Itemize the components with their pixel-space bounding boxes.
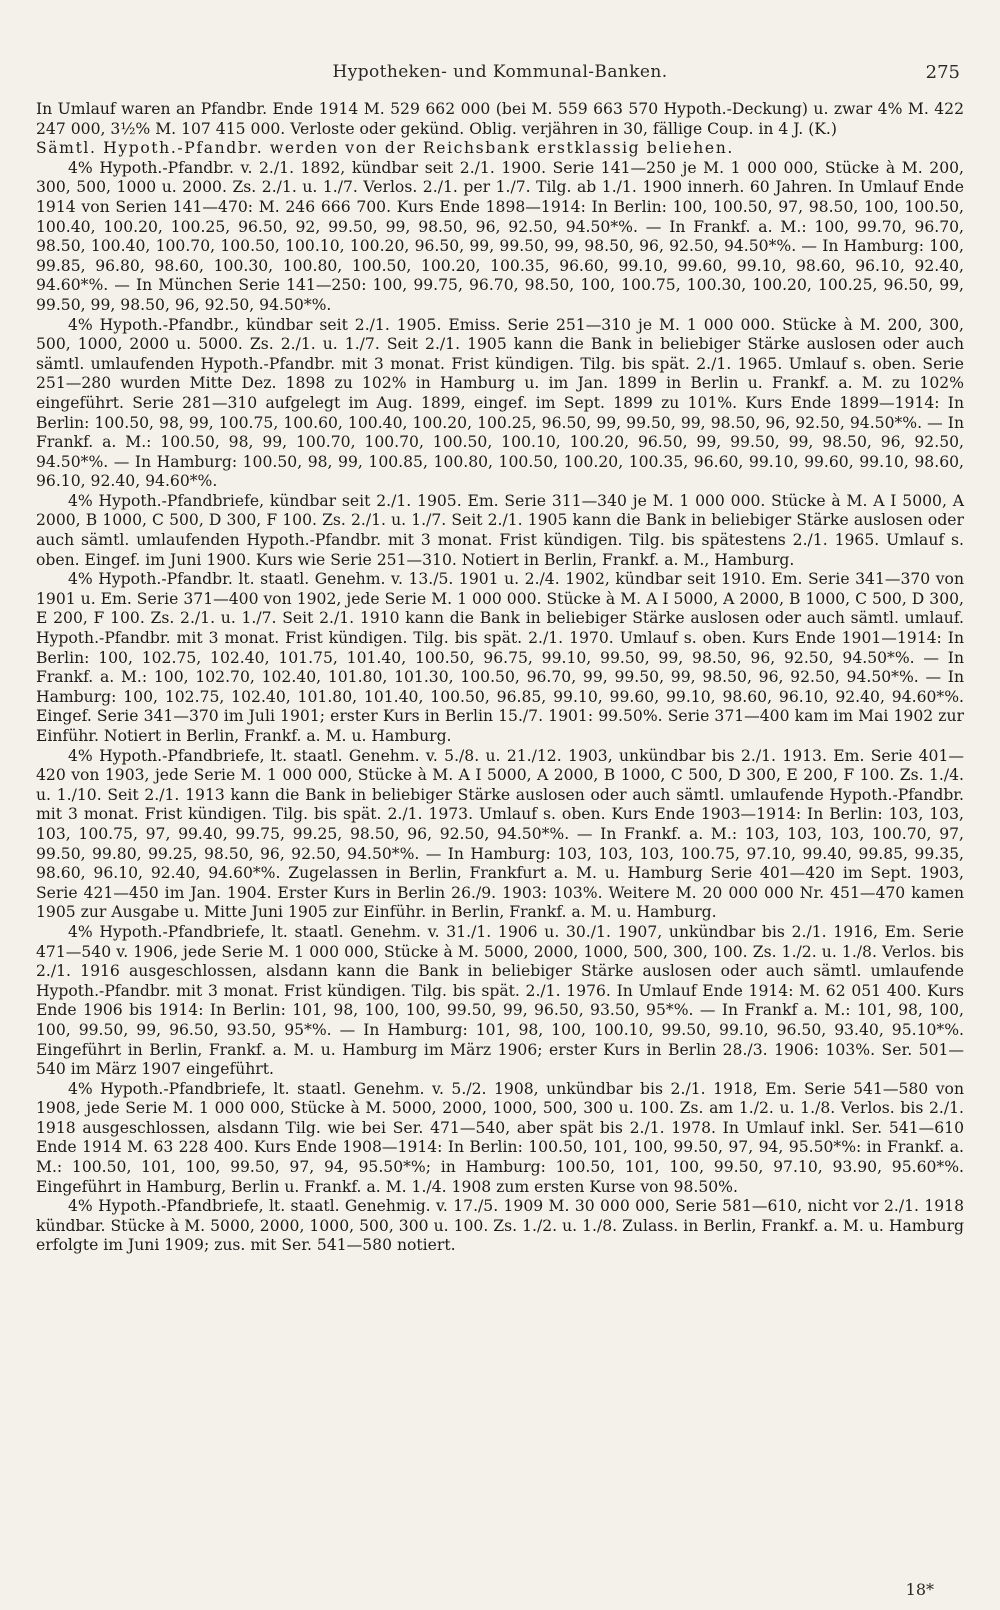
paragraph-series-581-610: 4% Hypoth.-Pfandbriefe, lt. staatl. Genehmig. v. 17./5. 1909 M. 30 000 000, Serie 581—610, nicht vor 2./1. 1918 kündbar. Stücke à M. 5000, 2000, 1000, 500, 300 u. 100. Zs. 1./2. u. 1./8. Zulass. in Berlin, Frankf. a. M. u. Hamburg erfolgte im Juni 1909; zus. mit Ser. 541—580 notiert. [36,1197,964,1255]
paragraph-circulation: In Umlauf waren an Pfandbr. Ende 1914 M. 529 662 000 (bei M. 559 663 570 Hypoth.-Deckung) u. zwar 4% M. 422 247 000, 3½% M. 107 415 000. Verloste oder gekünd. Oblig. verjähren in 30, fällige Coup. in 4 J. (K.) [36,100,964,138]
running-title: Hypotheken- und Kommunal-Banken. [332,62,668,82]
page-header [36,62,964,88]
page-number: 275 [925,62,960,83]
paragraph-series-141-250: 4% Hypoth.-Pfandbr. v. 2./1. 1892, kündbar seit 2./1. 1900. Serie 141—250 je M. 1 000 000, Stücke à M. 200, 300, 500, 1000 u. 2000. Zs. 2./1. u. 1./7. Verlos. 2./1. per 1./7. Tilg. ab 1./1. 1900 innerh. 60 Jahren. In Umlauf Ende 1914 von Serien 141—470: M. 246 666 700. Kurs Ende 1898—1914: In Berlin: 100, 100.50, 97, 98.50, 100, 100.50, 100.40, 100.20, 100.25, 96.50, 92, 99.50, 99, 98.50, 96, 92.50, 94.50*%. — In Frankf. a. M.: 100, 99.70, 96.70, 98.50, 100.40, 100.70, 100.50, 100.10, 100.20, 96.50, 99, 99.50, 99, 98.50, 96, 92.50, 94.50*%. — In Hamburg: 100, 99.85, 96.80, 98.60, 100.30, 100.80, 100.50, 100.20, 100.35, 96.60, 99.10, 99.60, 99.10, 98.60, 96.10, 92.40, 94.60*%. — In München Serie 141—250: 100, 99.75, 96.70, 98.50, 100, 100.75, 100.30, 100.20, 100.25, 96.50, 99, 99.50, 99, 98.50, 96, 92.50, 94.50*%. [36,158,964,314]
paragraph-series-341-400: 4% Hypoth.-Pfandbr. lt. staatl. Genehm. v. 13./5. 1901 u. 2./4. 1902, kündbar seit 1910. Em. Serie 341—370 von 1901 u. Em. Serie 371—400 von 1902, jede Serie M. 1 000 000. Stücke à M. A I 5000, A 2000, B 1000, C 500, D 300, E 200, F 100. Zs. 2./1. u. 1./7. Seit 2./1. 1910 kann die Bank in beliebiger Stärke auslosen oder auch sämtl. umlauf. Hypoth.-Pfandbr. mit 3 monat. Frist kündigen. Tilg. bis spät. 2./1. 1970. Umlauf s. oben. Kurs Ende 1901—1914: In Berlin: 100, 102.75, 102.40, 101.75, 101.40, 100.50, 96.75, 99.10, 99.50, 99, 98.50, 96, 92.50, 94.50*%. — In Frankf. a. M.: 100, 102.70, 102.40, 101.80, 101.30, 100.50, 96.70, 99, 99.50, 99, 98.50, 96, 92.50, 94.50*%. — In Hamburg: 100, 102.75, 102.40, 101.80, 101.40, 100.50, 96.85, 99.10, 99.60, 99.10, 98.60, 96.10, 92.40, 94.60*%. Eingef. Serie 341—370 im Juli 1901; erster Kurs in Berlin 15./7. 1901: 99.50%. Serie 371—400 kam im Mai 1902 zur Einführ. Notiert in Berlin, Frankf. a. M. u. Hamburg. [36,570,964,745]
signature-mark: 18* [905,1580,934,1599]
paragraph-series-401-470: 4% Hypoth.-Pfandbriefe, lt. staatl. Genehm. v. 5./8. u. 21./12. 1903, unkündbar bis 2./1. 1913. Em. Serie 401—420 von 1903, jede Serie M. 1 000 000, Stücke à M. A I 5000, A 2000, B 1000, C 500, D 300, E 200, F 100. Zs. 1./4. u. 1./10. Seit 2./1. 1913 kann die Bank in beliebiger Stärke auslosen oder auch sämtl. umlaufende Hypoth.-Pfandbr. mit 3 monat. Frist kündigen. Tilg. bis spät. 2./1. 1973. Umlauf s. oben. Kurs Ende 1903—1914: In Berlin: 103, 103, 103, 100.75, 97, 99.40, 99.75, 99.25, 98.50, 96, 92.50, 94.50*%. — In Frankf. a. M.: 103, 103, 103, 100.70, 97, 99.50, 99.80, 99.25, 98.50, 96, 92.50, 94.50*%. — In Hamburg: 103, 103, 103, 100.75, 97.10, 99.40, 99.85, 99.35, 98.60, 96.10, 92.40, 94.60*%. Zugelassen in Berlin, Frankfurt a. M. u. Hamburg Serie 401—420 im Sept. 1903, Serie 421—450 im Jan. 1904. Erster Kurs in Berlin 26./9. 1903: 103%. Weitere M. 20 000 000 Nr. 451—470 kamen 1905 zur Ausgabe u. Mitte Juni 1905 zur Einführ. in Berlin, Frankf. a. M. u. Hamburg. [36,746,964,922]
paragraph-series-541-580: 4% Hypoth.-Pfandbriefe, lt. staatl. Genehm. v. 5./2. 1908, unkündbar bis 2./1. 1918, Em. Serie 541—580 von 1908, jede Serie M. 1 000 000, Stücke à M. 5000, 2000, 1000, 500, 300 u. 100. Zs. am 1./2. u. 1./8. Verlos. bis 2./1. 1918 ausgeschlossen, alsdann Tilg. wie bei Ser. 471—540, aber spät bis 2./1. 1978. In Umlauf inkl. Ser. 541—610 Ende 1914 M. 63 228 400. Kurs Ende 1908—1914: In Berlin: 100.50, 101, 100, 99.50, 97, 94, 95.50*%: in Frankf. a. M.: 100.50, 101, 100, 99.50, 97, 94, 95.50*%; in Hamburg: 100.50, 101, 100, 99.50, 97.10, 93.90, 95.60*%. Eingeführt in Hamburg, Berlin u. Frankf. a. M. 1./4. 1908 zum ersten Kurse von 98.50%. [36,1079,964,1196]
paragraph-series-251-310: 4% Hypoth.-Pfandbr., kündbar seit 2./1. 1905. Emiss. Serie 251—310 je M. 1 000 000. Stücke à M. 200, 300, 500, 1000, 2000 u. 5000. Zs. 2./1. u. 1./7. Seit 2./1. 1905 kann die Bank in beliebiger Stärke auslosen oder auch sämtl. umlaufenden Hypoth.-Pfandbr. mit 3 monat. Frist kündigen. Tilg. bis spät. 2./1. 1965. Umlauf s. oben. Serie 251—280 wurden Mitte Dez. 1898 zu 102% in Hamburg u. im Jan. 1899 in Berlin u. Frankf. a. M. zu 102% eingeführt. Serie 281—310 aufgelegt im Aug. 1899, eingef. im Sept. 1899 zu 101%. Kurs Ende 1899—1914: In Berlin: 100.50, 98, 99, 100.75, 100.60, 100.40, 100.20, 100.25, 96.50, 99, 99.50, 99, 98.50, 96, 92.50, 94.50*%. — In Frankf. a. M.: 100.50, 98, 99, 100.70, 100.70, 100.50, 100.10, 100.20, 96.50, 99, 99.50, 99, 98.50, 96, 92.50, 94.50*%. — In Hamburg: 100.50, 98, 99, 100.85, 100.80, 100.50, 100.20, 100.35, 96.60, 99.10, 99.60, 99.10, 98.60, 96.10, 92.40, 94.60*%. [36,315,964,491]
body-text [36,100,964,1256]
paragraph-reichsbank: Sämtl. Hypoth.-Pfandbr. werden von der Reichsbank erstklassig beliehen. [36,139,734,158]
paragraph-series-311-340: 4% Hypoth.-Pfandbriefe, kündbar seit 2./1. 1905. Em. Serie 311—340 je M. 1 000 000. Stücke à M. A I 5000, A 2000, B 1000, C 500, D 300, F 100. Zs. 2./1. u. 1./7. Seit 2./1. 1905 kann die Bank in beliebiger Stärke auslosen oder auch sämtl. umlaufenden Hypoth.-Pfandbr. mit 3 monat. Frist kündigen. Tilg. bis spätestens 2./1. 1965. Umlauf s. oben. Eingef. im Juni 1900. Kurs wie Serie 251—310. Notiert in Berlin, Frankf. a. M., Hamburg. [36,491,964,569]
paragraph-series-471-540: 4% Hypoth.-Pfandbriefe, lt. staatl. Genehm. v. 31./1. 1906 u. 30./1. 1907, unkündbar bis 2./1. 1916, Em. Serie 471—540 v. 1906, jede Serie M. 1 000 000, Stücke à M. 5000, 2000, 1000, 500, 300, 100. Zs. 1./2. u. 1./8. Verlos. bis 2./1. 1916 ausgeschlossen, alsdann kann die Bank in beliebiger Stärke auslosen oder auch sämtl. umlaufende Hypoth.-Pfandbr. mit 3 monat. Frist kündigen. Tilg. bis spät. 2./1. 1976. In Umlauf Ende 1914: M. 62 051 400. Kurs Ende 1906 bis 1914: In Berlin: 101, 98, 100, 100, 99.50, 99, 96.50, 93.50, 95*%. — In Frankf a. M.: 101, 98, 100, 100, 99.50, 99, 96.50, 93.50, 95*%. — In Hamburg: 101, 98, 100, 100.10, 99.50, 99.10, 96.50, 93.40, 95.10*%. Eingeführt in Berlin, Frankf. a. M. u. Hamburg im März 1906; erster Kurs in Berlin 28./3. 1906: 103%. Ser. 501—540 im März 1907 eingeführt. [36,922,964,1079]
